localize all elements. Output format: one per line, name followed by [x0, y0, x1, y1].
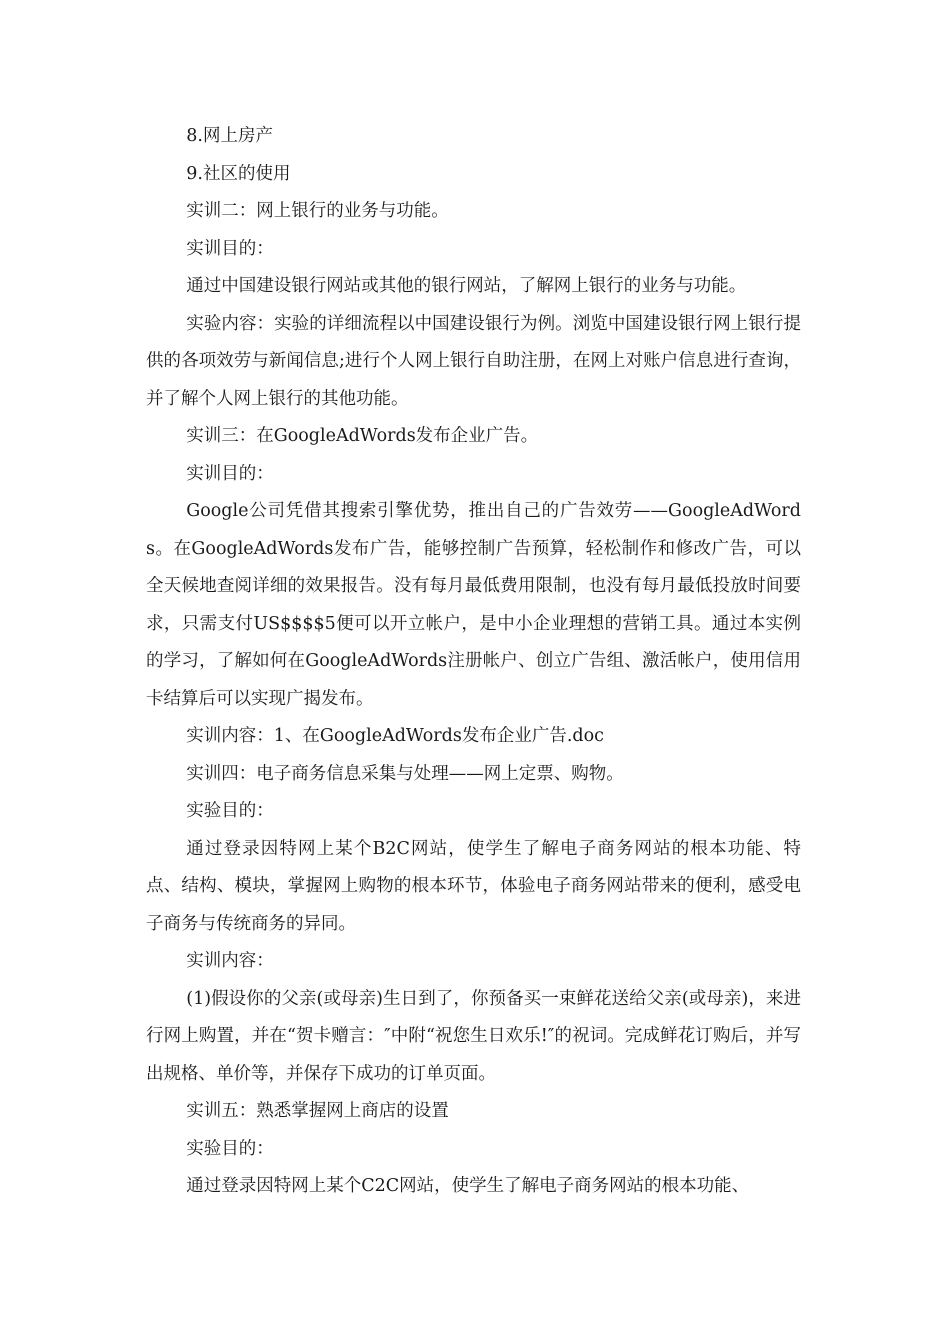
paragraph-objective-2: 通过中国建设银行网站或其他的银行网站，了解网上银行的业务与功能。	[186, 276, 747, 296]
paragraph-content-2: 实验内容：实验的详细流程以中国建设银行为例。浏览中国建设银行网上银行提供的各项效劳与新闻信息;进行个人网上银行自助注册，在网上对账户信息进行查询，并了解个人网上银行的其他功能。	[146, 313, 801, 409]
heading-training-2: 实训二：网上银行的业务与功能。	[186, 201, 449, 221]
label-training-objective: 实训目的：	[186, 463, 274, 484]
paragraph-objective-3: Google公司凭借其搜索引擎优势，推出自己的广告效劳——GoogleAdWords。在GoogleAdWords发布广告，能够控制广告预算，轻松制作和修改广告，可以全天候地查阅详细的效果报告。没有每月最低费用限制，也没有每月最低投放时间要求，只需支付US$$$$5便可以开立帐户，是中小企业理想的营销工具。通过本实例的学习，了解如何在GoogleAdWords注册帐户、创立广告组、激活帐户，使用信用卡结算后可以实现广揭发布。	[146, 501, 801, 709]
heading-training-4: 实训四：电子商务信息采集与处理——网上定票、购物。	[186, 763, 624, 784]
heading-training-3: 实训三：在GoogleAdWords发布企业广告。	[186, 426, 539, 446]
list-item-community-use: 9.社区的使用	[186, 163, 291, 184]
paragraph-objective-4: 通过登录因特网上某个B2C网站，使学生了解电子商务网站的根本功能、特点、结构、模块，掌握网上购物的根本环节，体验电子商务网站带来的便利，感受电子商务与传统商务的异同。	[146, 838, 801, 934]
label-experiment-objective: 实验目的：	[186, 1138, 274, 1159]
list-item-online-real-estate: 8.网上房产	[186, 126, 273, 146]
heading-training-5: 实训五：熟悉掌握网上商店的设置	[186, 1101, 449, 1121]
label-experiment-objective: 实验目的：	[186, 801, 274, 821]
document-body	[146, 118, 801, 1206]
label-training-objective: 实训目的：	[186, 238, 274, 259]
paragraph-content-4: (1)假设你的父亲(或母亲)生日到了，你预备买一束鲜花送给父亲(或母亲)，来进行网上购置，并在“贺卡赠言：″中附“祝您生日欢乐!″的祝词。完成鲜花订购后，并写出规格、单价等，并保存下成功的订单页面。	[146, 988, 801, 1084]
paragraph-content-3: 实训内容：1、在GoogleAdWords发布企业广告.doc	[186, 726, 604, 746]
paragraph-objective-5: 通过登录因特网上某个C2C网站，使学生了解电子商务网站的根本功能、	[186, 1176, 750, 1196]
label-training-content: 实训内容：	[186, 951, 274, 971]
